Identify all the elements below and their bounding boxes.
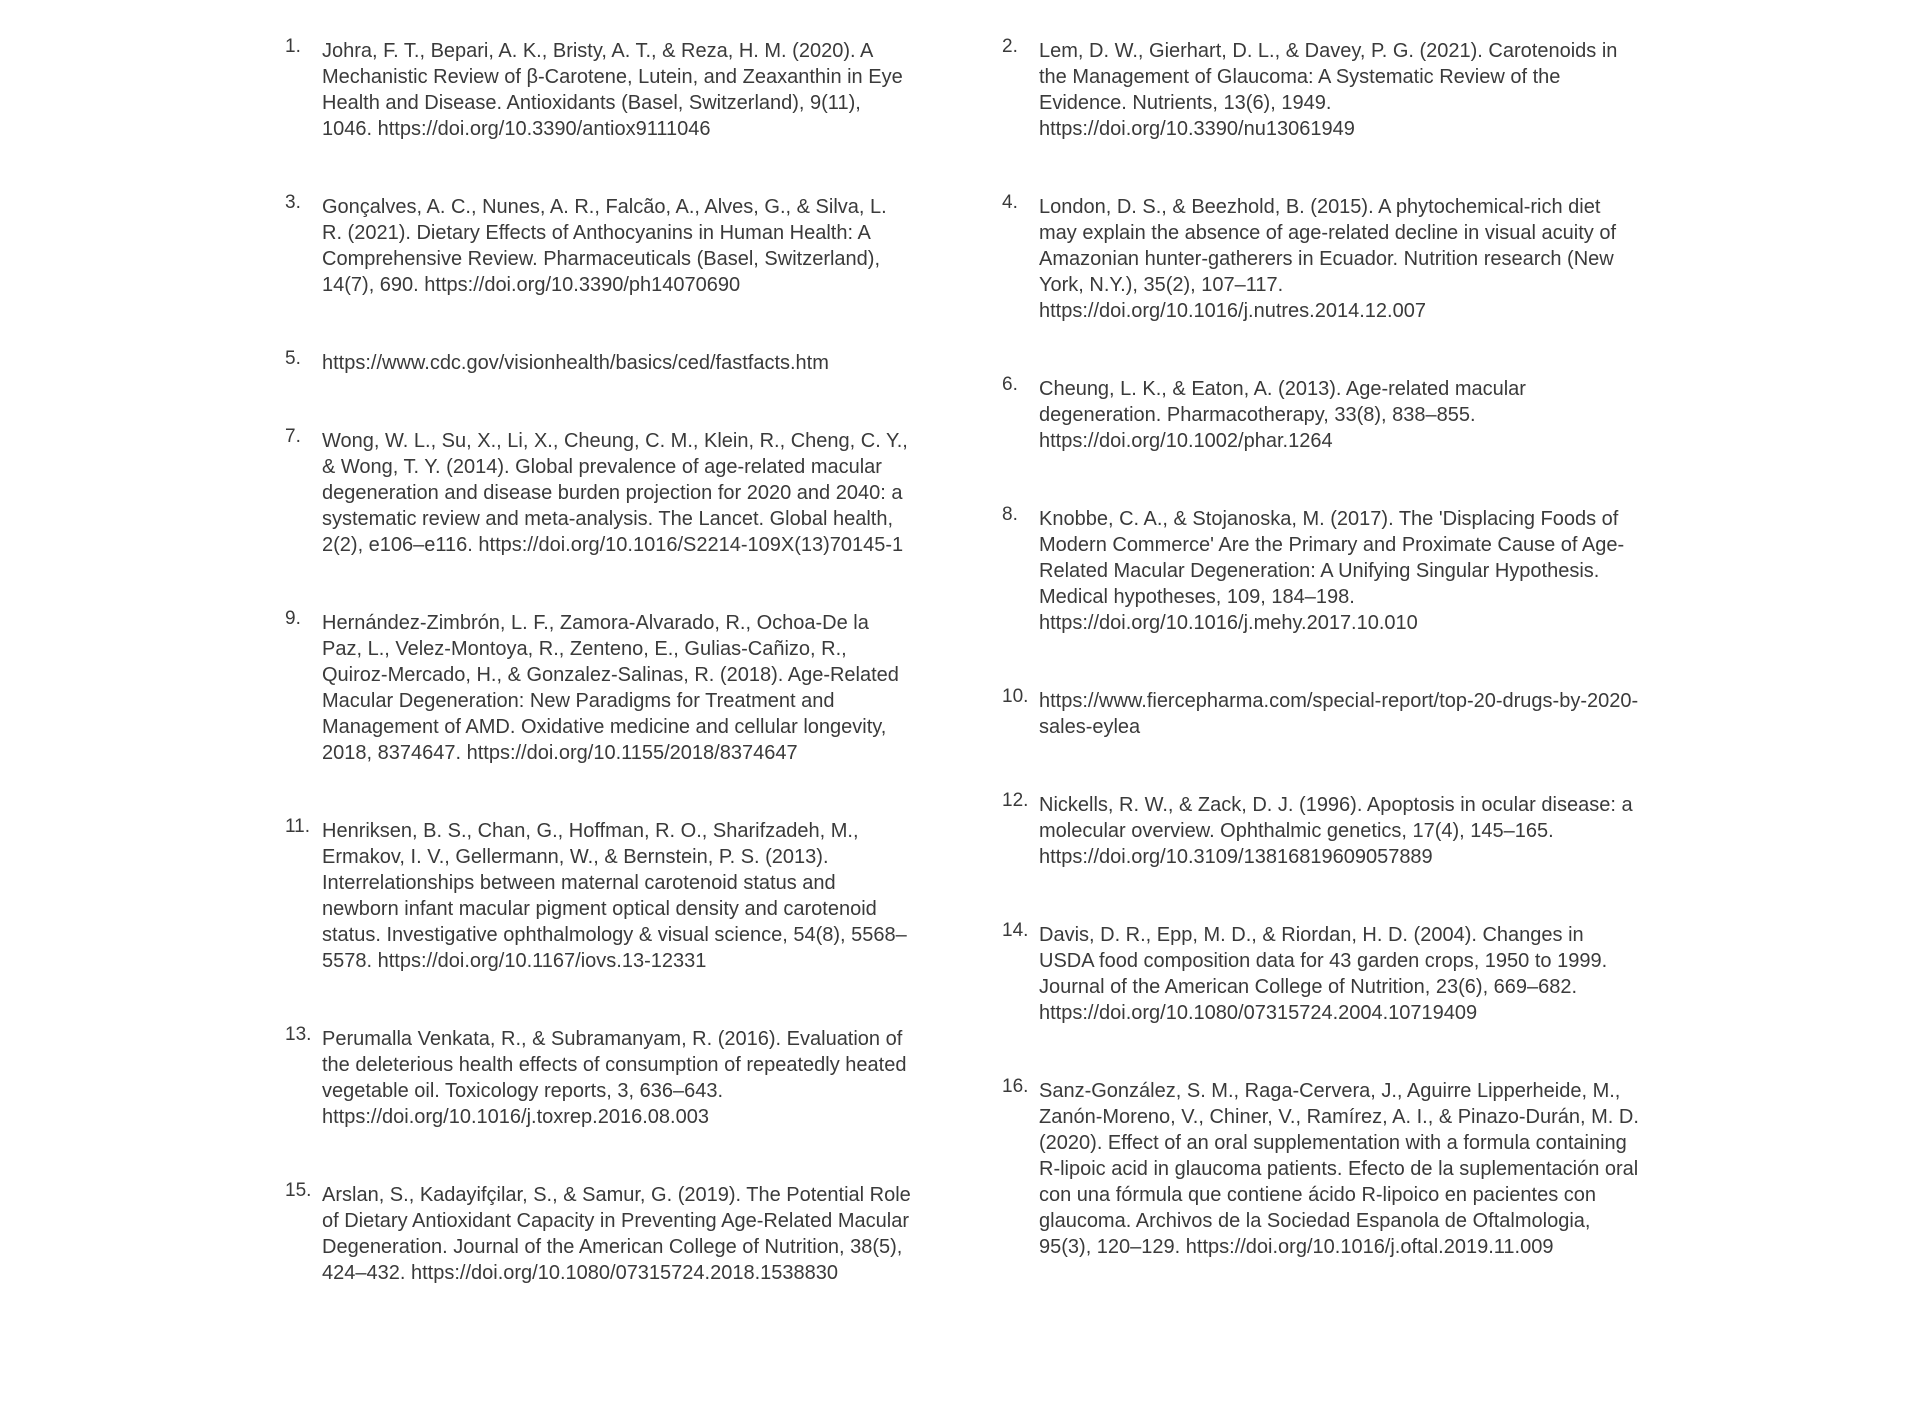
reference-item [285,818,925,974]
reference-text: Gonçalves, A. C., Nunes, A. R., Falcão, A., Alves, G., & Silva, L. R. (2021). Dietary Effects of Anthocyanins in Human Health: A Comprehensive Review. Pharmaceuticals (Basel, Switzerland), 14(7), 690. https://doi.org/10.3390/ph14070690 [322,196,887,296]
reference-text[interactable]: https://www.fiercepharma.com/special-report/top-20-drugs-by-2020-sales-eylea [1039,690,1639,738]
reference-number: 12. [1002,790,1029,811]
reference-number: 15. [285,1180,312,1201]
reference-number: 8. [1002,504,1018,525]
reference-item [1002,38,1642,142]
reference-item [1002,376,1642,454]
reference-number: 4. [1002,192,1018,213]
reference-text: Johra, F. T., Bepari, A. K., Bristy, A. T., & Reza, H. M. (2020). A Mechanistic Review of β-Carotene, Lutein, and Zeaxanthin in Eye Health and Disease. Antioxidants (Basel, Switzerland), 9(11), 1046. https://doi.org/10.3390/antiox9111046 [322,40,903,140]
reference-number: 11. [285,816,311,837]
reference-number: 14. [1002,920,1029,941]
reference-text: Sanz-González, S. M., Raga-Cervera, J., Aguirre Lipperheide, M., Zanón-Moreno, V., Chiner, V., Ramírez, A. I., & Pinazo-Durán, M. D. (2020). Effect of an oral supplementation with a formula containing R-lipoic acid in glaucoma patients. Efecto de la suplementación oral con una fórmula que contiene ácido R-lipoico en pacientes con glaucoma. Archivos de la Sociedad Espanola de Oftalmologia, 95(3), 120–129. https://doi.org/10.1016/j.oftal.2019.11.009 [1039,1080,1639,1258]
reference-number: 5. [285,348,301,369]
reference-text: Knobbe, C. A., & Stojanoska, M. (2017). The 'Displacing Foods of Modern Commerce' Are the Primary and Proximate Cause of Age-Related Macular Degeneration: A Unifying Singular Hypothesis. Medical hypotheses, 109, 184–198. https://doi.org/10.1016/j.mehy.2017.10.010 [1039,508,1625,634]
reference-text: Cheung, L. K., & Eaton, A. (2013). Age-related macular degeneration. Pharmacotherapy, 33(8), 838–855. https://doi.org/10.1002/phar.1264 [1039,378,1526,452]
reference-item [285,350,925,376]
reference-text: Nickells, R. W., & Zack, D. J. (1996). Apoptosis in ocular disease: a molecular overview. Ophthalmic genetics, 17(4), 145–165. https://doi.org/10.3109/13816819609057889 [1039,794,1633,868]
reference-number: 9. [285,608,301,629]
reference-text: Wong, W. L., Su, X., Li, X., Cheung, C. M., Klein, R., Cheng, C. Y., & Wong, T. Y. (2014). Global prevalence of age-related macular degeneration and disease burden projection for 2020 and 2040: a systematic review and meta-analysis. The Lancet. Global health, 2(2), e106–e116. https://doi.org/10.1016/S2214-109X(13)70145-1 [322,430,908,556]
references-right-column [1002,38,1642,1260]
reference-item [1002,194,1642,324]
reference-text: Perumalla Venkata, R., & Subramanyam, R. (2016). Evaluation of the deleterious health effects of consumption of repeatedly heated vegetable oil. Toxicology reports, 3, 636–643. https://doi.org/10.1016/j.toxrep.2016.08.003 [322,1028,907,1128]
reference-item [1002,506,1642,636]
reference-text: Hernández-Zimbrón, L. F., Zamora-Alvarado, R., Ochoa-De la Paz, L., Velez-Montoya, R., Zenteno, E., Gulias-Cañizo, R., Quiroz-Mercado, H., & Gonzalez-Salinas, R. (2018). Age-Related Macular Degeneration: New Paradigms for Treatment and Management of AMD. Oxidative medicine and cellular longevity, 2018, 8374647. https://doi.org/10.1155/2018/8374647 [322,612,899,764]
reference-item [285,1026,925,1130]
reference-number: 13. [285,1024,312,1045]
reference-number: 16. [1002,1076,1029,1097]
reference-item [1002,792,1642,870]
reference-item [1002,1078,1642,1260]
reference-number: 10. [1002,686,1029,707]
reference-item [1002,922,1642,1026]
reference-text[interactable]: https://www.cdc.gov/visionhealth/basics/ced/fastfacts.htm [322,352,829,374]
reference-text: London, D. S., & Beezhold, B. (2015). A phytochemical-rich diet may explain the absence of age-related decline in visual acuity of Amazonian hunter-gatherers in Ecuador. Nutrition research (New York, N.Y.), 35(2), 107–117. https://doi.org/10.1016/j.nutres.2014.12.007 [1039,196,1617,322]
reference-number: 1. [285,36,301,57]
reference-item [285,1182,925,1286]
reference-item [285,428,925,558]
reference-text: Henriksen, B. S., Chan, G., Hoffman, R. O., Sharifzadeh, M., Ermakov, I. V., Gellermann, W., & Bernstein, P. S. (2013). Interrelationships between maternal carotenoid status and newborn infant macular pigment optical density and carotenoid status. Investigative ophthalmology & visual science, 54(8), 5568–5578. https://doi.org/10.1167/iovs.13-12331 [322,820,907,972]
reference-number: 2. [1002,36,1018,57]
references-left-column [285,38,925,1286]
reference-item [285,38,925,142]
reference-number: 3. [285,192,301,213]
reference-number: 6. [1002,374,1018,395]
reference-item [285,610,925,766]
reference-text: Davis, D. R., Epp, M. D., & Riordan, H. D. (2004). Changes in USDA food composition data for 43 garden crops, 1950 to 1999. Journal of the American College of Nutrition, 23(6), 669–682. https://doi.org/10.1080/07315724.2004.10719409 [1039,924,1608,1024]
reference-text: Lem, D. W., Gierhart, D. L., & Davey, P. G. (2021). Carotenoids in the Management of Glaucoma: A Systematic Review of the Evidence. Nutrients, 13(6), 1949. https://doi.org/10.3390/nu13061949 [1039,40,1618,140]
reference-number: 7. [285,426,301,447]
reference-text: Arslan, S., Kadayifçilar, S., & Samur, G. (2019). The Potential Role of Dietary Antioxidant Capacity in Preventing Age-Related Macular Degeneration. Journal of the American College of Nutrition, 38(5), 424–432. https://doi.org/10.1080/07315724.2018.1538830 [322,1184,911,1284]
reference-item [285,194,925,298]
reference-item [1002,688,1642,740]
